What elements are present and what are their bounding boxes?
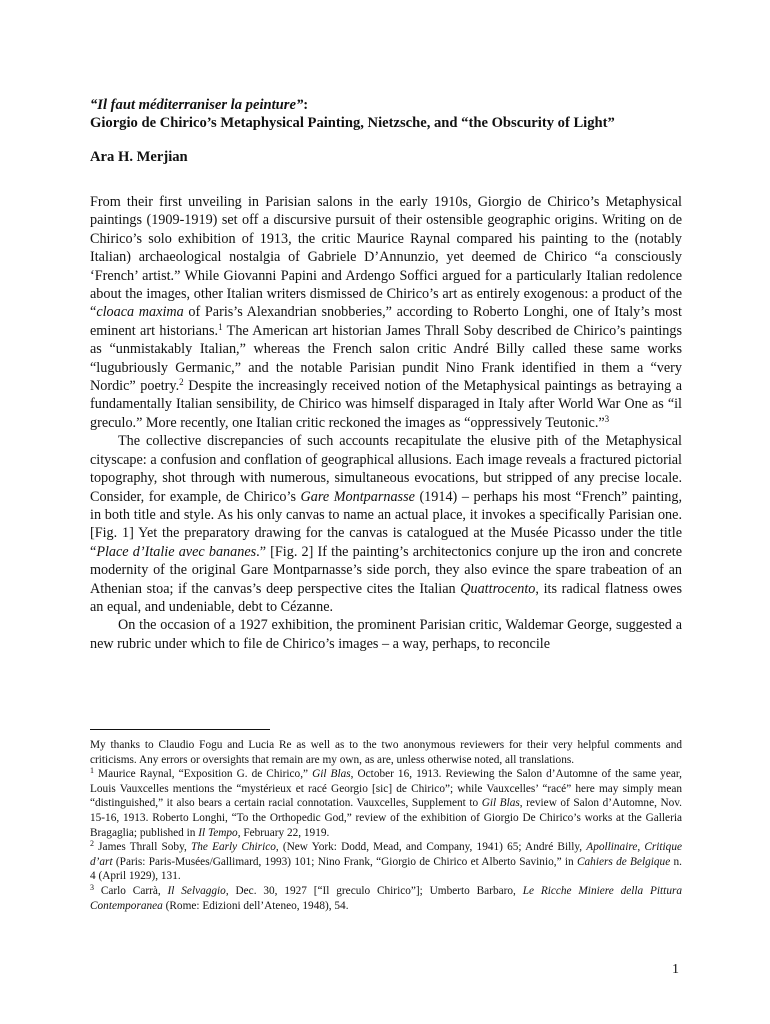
fn3-text-b: , Dec. 30, 1927 [“Il greculo Chirico”]; Umberto Barbaro, xyxy=(225,884,523,897)
footnote-2-number: 2 xyxy=(90,839,94,849)
footnote-ref-3[interactable]: 3 xyxy=(604,413,610,424)
p1-italic-cloaca: cloaca maxima xyxy=(96,304,184,321)
footnote-1 xyxy=(90,767,682,840)
fn2-text-a: James Thrall Soby, xyxy=(94,841,191,854)
title-line xyxy=(90,96,682,114)
fn1-text-c: , review of Salon d’Automne, Nov. 15-16, 1913. Roberto Longhi, “To the Orthopedic God,” review of the exhibition of Giorgio De Chirico’s works at the Galleria Bragaglia; published in xyxy=(90,797,682,839)
fn3-italic-ricche-miniere: Le Ricche Miniere della Pittura Contemporanea xyxy=(90,884,683,912)
fn1-text-d: , February 22, 1919. xyxy=(237,826,330,839)
body-text xyxy=(90,193,682,653)
fn2-text-c: (Paris: Paris-Musées/Gallimard, 1993) 101; Nino Frank, “Giorgio de Chirico et Alberto Savinio,” in xyxy=(112,855,577,868)
p1-text-c: The American art historian James Thrall Soby described de Chirico’s paintings as “unmistakably Italian,” whereas the French salon critic André Billy called these same works “lugubriously Germanic,” and the notable Parisian pundit Nino Frank identified in them a “very Nordic” poetry. xyxy=(90,322,682,395)
footnotes xyxy=(90,738,682,913)
fn3-italic-selvaggio: Il Selvaggio xyxy=(167,884,226,897)
fn2-italic-early-chirico: The Early Chirico xyxy=(190,841,276,854)
footnote-1-number: 1 xyxy=(90,766,94,776)
p2-italic-place: Place d’Italie avec bananes xyxy=(96,543,257,560)
footnote-2 xyxy=(90,840,682,884)
subtitle: Giorgio de Chirico’s Metaphysical Painting, Nietzsche, and “the Obscurity of Light” xyxy=(90,115,615,131)
footnote-3-number: 3 xyxy=(90,882,94,892)
p2-italic-quattrocento: Quattrocento xyxy=(460,580,536,597)
footnote-thanks: My thanks to Claudio Fogu and Lucia Re as well as to the two anonymous reviewers for their very helpful comments and criticisms. Any errors or oversights that remain are my own, as are, unless otherwise noted, all translations. xyxy=(90,739,682,766)
fn2-italic-cahiers: Cahiers de Belgique xyxy=(577,855,671,868)
footnote-ref-2[interactable]: 2 xyxy=(179,377,184,388)
fn2-text-d: n. 4 (April 1929), 131. xyxy=(90,855,683,883)
fn3-text-c: (Rome: Edizioni dell’Ateneo, 1948), 54. xyxy=(162,899,349,912)
fn1-italic-gil-blas: Gil Blas xyxy=(312,768,351,781)
article xyxy=(90,96,682,653)
footnote-3 xyxy=(90,884,682,913)
fn1-italic-gil-blas-2: Gil Blas xyxy=(481,797,520,810)
footnote-ref-1[interactable]: 1 xyxy=(218,321,223,332)
title-italic: “Il faut méditerraniser la peinture” xyxy=(90,97,304,113)
p2-text-b: (1914) – perhaps his most “French” painting, in both title and style. As his only canvas to name an actual place, it invokes a specifically Parisian one. [Fig. 1] Yet the preparatory drawing for the canvas is catalogued at the Musée Picasso under the title “ xyxy=(90,488,682,560)
p1-text-d: Despite the increasingly received notion of the Metaphysical paintings as betraying a fundamentally Italian sensibility, de Chirico was himself disparaged in Italy after World War One as “il greculo.” More recently, one Italian critic reckoned the images as “oppressively Teutonic.” xyxy=(90,378,682,431)
footnote-separator xyxy=(90,729,270,730)
p2-text-d: , its radical flatness owes an equal, and undeniable, debt to Cézanne. xyxy=(90,580,683,615)
p2-text-c: .” [Fig. 2] If the painting’s architectonics conjure up the iron and concrete modernity of the original Gare Montparnasse’s side porch, they also evince the spare trabeation of an Athenian stoa; if the canvas’s deep perspective cites the Italian xyxy=(90,543,683,597)
p1-text-b: of Paris’s Alexandrian snobberies,” according to Roberto Longhi, one of Italy’s most eminent art historians. xyxy=(90,304,682,339)
fn1-text-a: Maurice Raynal, “Exposition G. de Chirico,” xyxy=(94,768,313,781)
p2-text-a: The collective discrepancies of such accounts recapitulate the elusive pith of the Metaphysical cityscape: a confusion and conflation of geographical allusions. Each image reveals a fractured pictorial topography, shot through with numerous, simultaneous evocations, but stripped of any precise locale. Consider, for example, de Chirico’s xyxy=(90,433,682,505)
fn2-italic-apollinaire: Apollinaire, Critique d’art xyxy=(90,841,682,868)
fn2-text-b: , (New York: Dodd, Mead, and Company, 1941) 65; André Billy, xyxy=(275,841,587,854)
fn1-text-b: , October 16, 1913. Reviewing the Salon d’Automne of the same year, Louis Vauxcelles mentions the “mystérieux et racé Georgio [sic] de Chirico”; while Vauxcelles’ “racé” here may simply mean “distinguished,” it also bears a certain racial connotation. Vauxcelles, Supplement to xyxy=(90,768,682,810)
author: Ara H. Merjian xyxy=(90,149,188,165)
paragraph-2 xyxy=(90,432,682,616)
paragraph-1 xyxy=(90,193,682,432)
paragraph-3: On the occasion of a 1927 exhibition, the prominent Parisian critic, Waldemar George, suggested a new rubric under which to file de Chirico’s images – a way, perhaps, to reconcile xyxy=(90,617,682,652)
p2-italic-gare: Gare Montparnasse xyxy=(300,488,415,505)
fn1-italic-il-tempo: Il Tempo xyxy=(198,826,238,839)
page-number: 1 xyxy=(672,962,679,977)
title-colon: : xyxy=(303,97,309,113)
fn3-text-a: Carlo Carrà, xyxy=(94,884,168,897)
p1-text-a: From their first unveiling in Parisian salons in the early 1910s, Giorgio de Chirico’s Metaphysical paintings (1909-1919) set off a discursive pursuit of their ostensible geographic origins. Writing on de Chirico’s solo exhibition of 1913, the critic Maurice Raynal compared his painting to the (notably Italian) archaeological nostalgia of Gabriele D’Annunzio, yet deemed de Chirico “a consciously ‘French’ artist.” While Giovanni Papini and Ardengo Soffici argued for a particularly Italian redolence about the images, other Italian writers dismissed de Chirico’s art as entirely exogenous: a product of the “ xyxy=(90,194,682,321)
